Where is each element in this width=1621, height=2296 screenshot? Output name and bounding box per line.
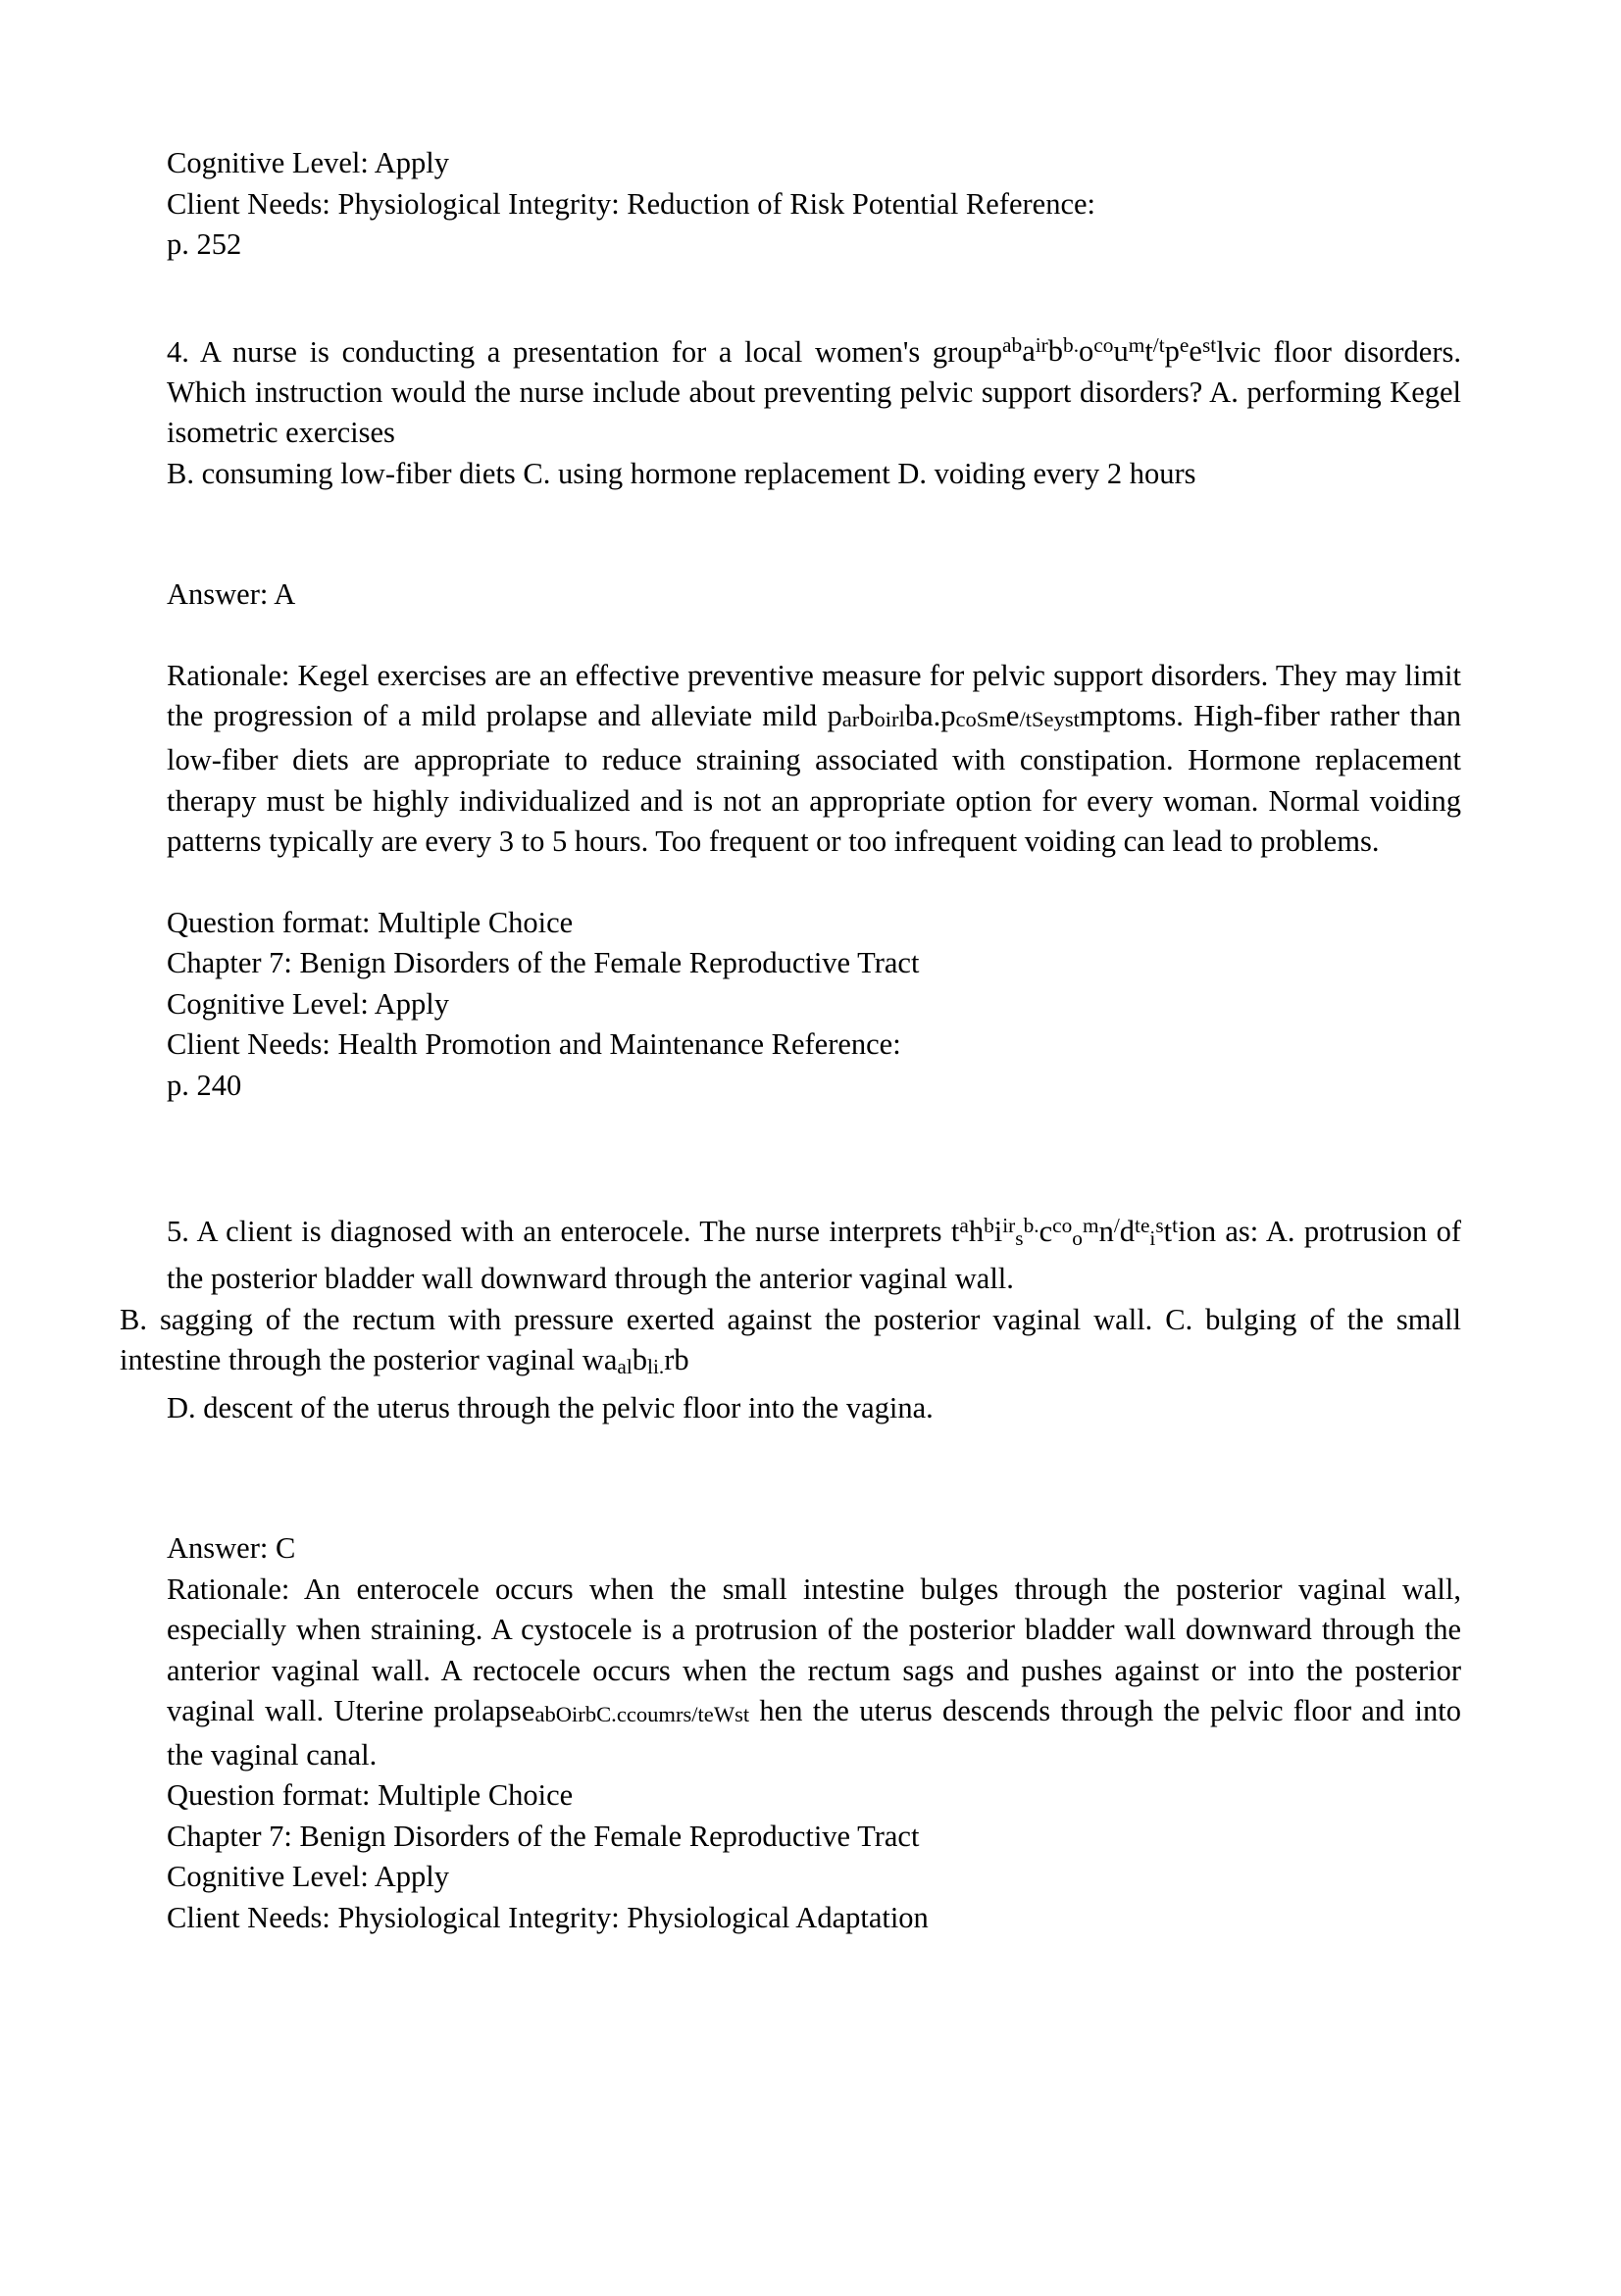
question-5-option-d xyxy=(167,1388,1461,1429)
spacer xyxy=(167,1509,1461,1528)
question-4-rationale-part-2: mptoms. High-fiber rather than low-fiber diets are appropriate to reduce straining associated with constipation. Hormone replacement therapy must be highly individualized and is not an appropriate option for every woman. Normal voiding patterns typically are every 3 to 5 hours. Too frequent or too infrequent voiding can lead to problems. xyxy=(167,699,1461,859)
question-5-answer xyxy=(167,1528,1461,1570)
question-4-answer-text: Answer: A xyxy=(167,577,296,612)
page-content xyxy=(120,143,1462,1938)
header-page-reference: p. 252 xyxy=(167,227,242,261)
spacer xyxy=(167,863,1461,903)
spacer xyxy=(167,616,1461,656)
question-4-chapter: Chapter 7: Benign Disorders of the Female Reproductive Tract xyxy=(167,946,920,980)
question-5-option-b xyxy=(120,1300,1461,1388)
question-4-rationale xyxy=(167,656,1461,863)
question-4-client-needs: Client Needs: Health Promotion and Maintenance Reference: xyxy=(167,1027,901,1062)
ocr-garble-3: $^ah^bi^{ir}s^{b.}c^{co}o^mn^/d^{te}i^st^t$ xyxy=(959,1214,1179,1250)
spacer xyxy=(167,1106,1461,1186)
ocr-garble-4: albli.rb xyxy=(617,1343,689,1379)
question-5-format: Question format: Multiple Choice xyxy=(167,1778,574,1813)
question-4-format: Question format: Multiple Choice xyxy=(167,905,574,939)
question-5-stem-part-1: 5. A client is diagnosed with an enterocele. The nurse interprets t xyxy=(167,1215,960,1249)
question-4-options-bcd: B. consuming low-fiber diets C. using hormone replacement D. voiding every 2 hours xyxy=(167,456,1196,490)
question-5-client-needs: Client Needs: Physiological Integrity: Physiological Adaptation xyxy=(167,1900,929,1934)
question-5-rationale-part-2: hen the uterus descends through the pelvic floor and into the vaginal canal. xyxy=(167,1694,1461,1772)
question-5-cognitive-level: Cognitive Level: Apply xyxy=(167,1860,450,1894)
question-4-stem-part-1: 4. A nurse is conducting a presentation for a local women's group xyxy=(167,334,1003,369)
question-5-metadata xyxy=(167,1775,1461,1938)
question-4-stem-part-2: lvic floor disorders. Which instruction would the nurse include about preventing pelvic support disorders? A. performing Kegel isometric exercises xyxy=(167,334,1461,450)
question-4-stem xyxy=(167,326,1461,454)
question-4-option-b-line xyxy=(167,454,1461,495)
header-metadata-block xyxy=(167,143,1461,266)
ocr-garble-1: $^{ab}a^{ir}b^{b.}o^{co}u^mt^{/t}p^ee^{st}$ xyxy=(1002,333,1217,369)
question-5-chapter: Chapter 7: Benign Disorders of the Female Reproductive Tract xyxy=(167,1819,920,1853)
question-5-option-d-text: D. descent of the uterus through the pelvic floor into the vagina. xyxy=(167,1390,934,1424)
question-5-option-b-marker: B. xyxy=(120,1302,147,1336)
spacer xyxy=(167,1186,1461,1206)
ocr-garble-2: parboirlba.pcoSme/tSeyst xyxy=(827,699,1080,733)
header-client-needs: Client Needs: Physiological Integrity: Reduction of Risk Potential Reference: xyxy=(167,186,1096,221)
question-4-answer xyxy=(167,574,1461,616)
question-5-stem xyxy=(167,1206,1461,1300)
question-5-rationale xyxy=(167,1570,1461,1776)
question-4-cognitive-level: Cognitive Level: Apply xyxy=(167,986,450,1021)
question-4-page-reference: p. 240 xyxy=(167,1068,242,1102)
question-5-answer-text: Answer: C xyxy=(167,1531,296,1566)
ocr-garble-5: abOirbC.ccoumrs/teWst xyxy=(534,1702,750,1727)
question-5-rationale-part-1: Rationale: An enterocele occurs when the small intestine bulges through the posterior vaginal wall, especially when straining. A cystocele is a protrusion of the posterior bladder wall downward through the anterior vaginal wall. A rectocele occurs when the rectum sags and pushes against or into the posterior vaginal wall. Uterine prolapse xyxy=(167,1572,1461,1728)
header-cognitive-level: Cognitive Level: Apply xyxy=(167,146,450,179)
question-4-metadata xyxy=(167,903,1461,1107)
question-4-rationale-part-1: Rationale: Kegel exercises are an effective preventive measure for pelvic support disorders. They may limit the progression of a mild prolapse and alleviate mild xyxy=(167,658,1461,733)
spacer xyxy=(167,266,1461,326)
spacer xyxy=(167,1428,1461,1509)
spacer xyxy=(167,494,1461,574)
question-5-option-b-text: sagging of the rectum with pressure exerted against the posterior vaginal wall. C. bulging of the small intestine through the posterior vaginal wa xyxy=(120,1302,1462,1377)
question-5-stem-part-2: ion as: A. protrusion of the posterior bladder wall downward through the anterior vaginal wall. xyxy=(167,1215,1461,1296)
